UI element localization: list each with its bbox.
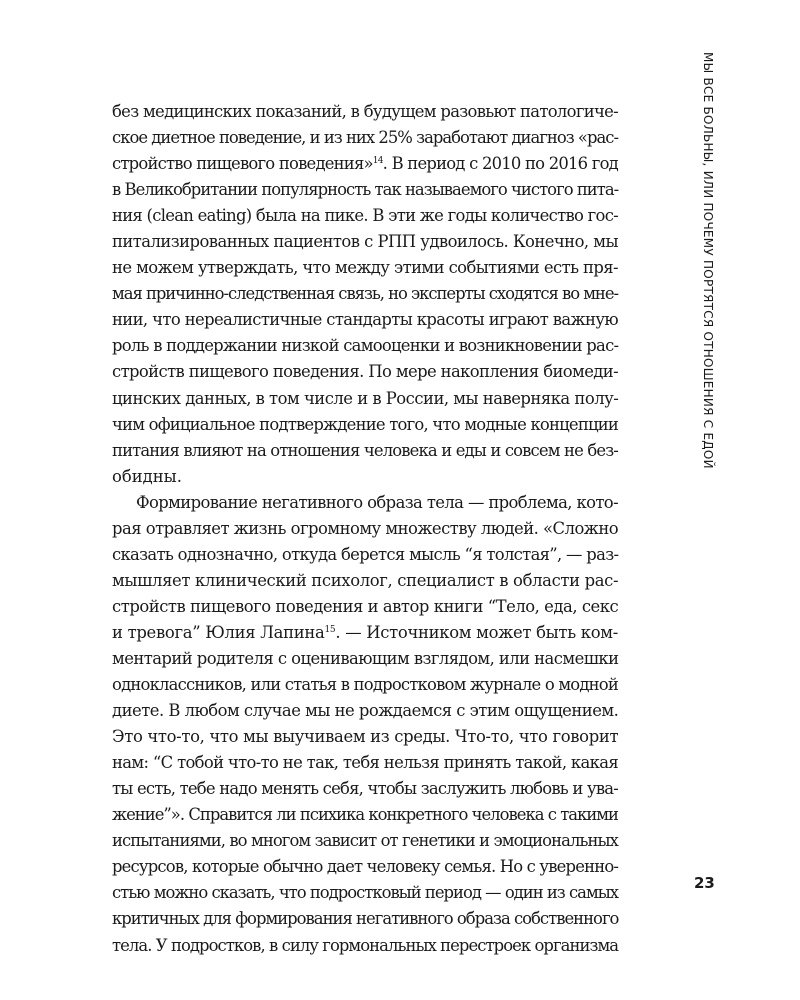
text-line xyxy=(112,620,618,646)
text-line: мышляет клинический психолог, специалист в области рас- xyxy=(112,570,619,590)
text-line: питализированных пациентов с РПП удвоилось. Конечно, мы xyxy=(112,232,618,252)
text-fragment: . В период с 2010 по 2016 год xyxy=(382,154,618,174)
text-line: обидны. xyxy=(112,466,182,486)
body-text xyxy=(112,99,618,959)
running-head: МЫ ВСЕ БОЛЬНЫ, ИЛИ ПОЧЕМУ ПОРТЯТСЯ ОТНОШЕНИЯ С ЕДОЙ xyxy=(701,52,715,469)
text-line: диете. В любом случае мы не рождаемся с этим ощущением. xyxy=(112,701,619,721)
text-line: рая отравляет жизнь огромному множеству людей. «Сложно xyxy=(112,518,619,538)
text-line: ния (clean eating) была на пике. В эти же годы количество гос- xyxy=(112,206,618,226)
footnote-ref-14[interactable]: 14 xyxy=(372,156,383,167)
text-line: ты есть, тебе надо менять себя, чтобы заслужить любовь и ува- xyxy=(112,779,618,799)
text-fragment: . — Источником может быть ком- xyxy=(335,622,618,642)
text-fragment: и тревога” Юлия Лапина xyxy=(112,622,325,642)
text-line: не можем утверждать, что между этими событиями есть пря- xyxy=(112,258,618,278)
text-line: чим официальное подтверждение того, что модные концепции xyxy=(112,414,618,434)
text-line: без медицинских показаний, в будущем разовьют патологиче- xyxy=(112,102,618,121)
text-line: цинских данных, в том числе и в России, мы наверняка полу- xyxy=(112,388,619,408)
text-line: мая причинно-следственная связь, но эксперты сходятся во мне- xyxy=(112,284,618,304)
text-fragment: стройство пищевого поведения» xyxy=(112,154,373,174)
text-line xyxy=(112,151,618,177)
text-line: испытаниями, во многом зависит от генетики и эмоциональных xyxy=(112,831,618,851)
text-line: стройств пищевого поведения. По мере накопления биомеди- xyxy=(112,362,619,382)
text-line: Это что-то, что мы выучиваем из среды. Что-то, что говорит xyxy=(112,727,619,747)
text-line: ское диетное поведение, и из них 25% заработают диагноз «рас- xyxy=(112,128,618,148)
page-number: 23 xyxy=(694,874,715,892)
footnote-ref-15[interactable]: 15 xyxy=(324,624,336,635)
text-line: жение”». Справится ли психика конкретного человека с такими xyxy=(112,805,618,825)
text-line: стью можно сказать, что подростковый период — один из самых xyxy=(112,883,618,903)
text-line: одноклассников, или статья в подростковом журнале о модной xyxy=(112,675,619,695)
text-line: питания влияют на отношения человека и еды и совсем не без- xyxy=(112,440,618,460)
text-line: ресурсов, которые обычно дает человеку семья. Но с уверенно- xyxy=(112,857,619,877)
text-line: стройств пищевого поведения и автор книги “Тело, еда, секс xyxy=(112,596,619,616)
text-line: нам: “С тобой что-то не так, тебя нельзя принять такой, какая xyxy=(112,753,619,773)
text-line: Формирование негативного образа тела — проблема, кото- xyxy=(136,492,618,512)
text-line: ментарий родителя с оценивающим взглядом, или насмешки xyxy=(112,648,619,668)
text-line: нии, что нереалистичные стандарты красоты играют важную xyxy=(112,310,618,330)
text-line: в Великобритании популярность так называемого чистого пита- xyxy=(112,180,619,200)
text-line: сказать однозначно, откуда берется мысль “я толстая”, — раз- xyxy=(112,544,619,564)
text-line: критичных для формирования негативного образа собственного xyxy=(112,909,619,929)
text-line: роль в поддержании низкой самооценки и возникновении рас- xyxy=(112,336,619,356)
text-line: тела. У подростков, в силу гормональных перестроек организма xyxy=(112,935,619,955)
